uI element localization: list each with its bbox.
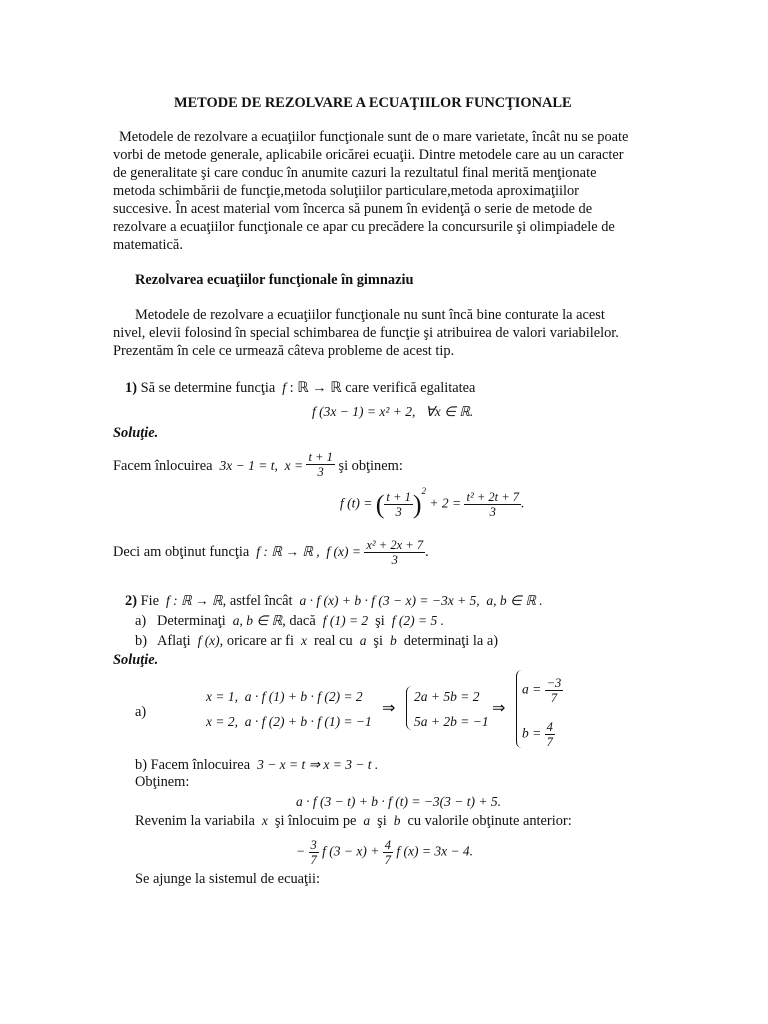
problem-2-statement [125, 592, 543, 610]
text: b) [135, 633, 147, 649]
math: a [360, 813, 374, 828]
problem-1-text2: care verifică egalitatea [345, 380, 476, 396]
page-title: METODE DE REZOLVARE A ECUAŢIILOR FUNCŢIONALE [174, 95, 572, 111]
math: 3 − x = t ⇒ x = 3 − t . [253, 757, 379, 772]
math: x [258, 813, 272, 828]
section-line: Metodele de rezolvare a ecuaţiilor funcţionale nu sunt încă bine conturate la acest [135, 307, 605, 323]
text: Determinaţi [156, 613, 226, 629]
section-line: Prezentăm în cele ce urmează câteva probleme de acest tip. [113, 343, 455, 359]
math: : ℝ → ℝ [286, 380, 346, 396]
fraction: $\frac{t + 1}{3}$ [308, 450, 333, 479]
text: cu valorile obţinute anterior: [407, 813, 572, 829]
intro-line: succesive. În acest material vom încerca să punem în evidenţă o serie de metode de [113, 201, 593, 217]
equation-1: f (3x − 1) = x² + 2, ∀x ∈ ℝ. [312, 404, 474, 419]
revenim-line [135, 812, 572, 830]
sistem-line: Se ajunge la sistemul de ecuaţii: [135, 871, 321, 887]
system-left-2: x = 2, a · f (2) + b · f (1) = −1 [206, 714, 372, 729]
substitution-line [113, 452, 403, 481]
text: , astfel încât [222, 593, 293, 609]
system-left-1: x = 1, a · f (1) + b · f (2) = 2 [206, 689, 363, 704]
brace [406, 686, 413, 730]
intro-line: de generalitate şi care conduc în anumite cazuri la rezultatul final merită menţionate [113, 165, 597, 181]
math: a [356, 633, 370, 648]
intro-line: matematică. [113, 237, 183, 253]
problem-2-number: 2) [125, 593, 137, 609]
math: f : ℝ → ℝ [162, 593, 223, 608]
text: determinaţi la a) [403, 633, 499, 649]
text: Fie [140, 593, 159, 609]
text: , oricare ar fi [219, 633, 294, 649]
text: Revenim la variabila [135, 813, 255, 829]
sol-b-line [135, 756, 378, 774]
solution-label-2: Soluţie. [113, 652, 159, 668]
solution-label: Soluţie. [113, 425, 159, 441]
math: f (1) = 2 [319, 613, 372, 628]
section-heading: Rezolvarea ecuaţiilor funcţionale în gimnaziu [135, 272, 414, 288]
text: real cu [313, 633, 353, 649]
problem-1-statement [125, 379, 475, 397]
obtinem: Obţinem: [135, 774, 190, 790]
intro-line: rezolvare a ecuaţiilor funcţionale ce apar cu precădere la concursurile şi olimpiadele de [113, 219, 615, 235]
intro-line: vorbi de metode generale, aplicabile oricărei ecuaţii. Dintre metodele care au un caracter [113, 147, 624, 163]
problem-2a [135, 612, 444, 630]
math: x [297, 633, 311, 648]
equation-b1: a · f (3 − t) + b · f (t) = −3(3 − t) + 5. [296, 794, 502, 809]
system-mid-2: 5a + 2b = −1 [414, 714, 489, 729]
text: Aflaţi [157, 633, 191, 649]
math: f : ℝ → ℝ , f (x) = [252, 543, 365, 559]
result-line: Deci am obţinut funcţia f : ℝ → ℝ , f (x) = $\frac{\text{x² + 2x + 7}}{3}$ . [113, 538, 429, 567]
text: Deci am obţinut funcţia [113, 543, 250, 560]
implies-arrow: ⇒ [492, 700, 506, 717]
equation-b2: − $\frac{3}{7}$ f (3 − x) + $\frac{4}{7}$ f (x) = 3x − 4. [296, 838, 474, 867]
sol-a-label: a) [135, 704, 147, 720]
math: a, b ∈ ℝ [229, 613, 283, 628]
fraction: $\frac{\text{x² + 2x + 7}}{3}$ [366, 538, 424, 567]
math: 3x − 1 = t, x = [216, 457, 307, 473]
system-mid-1: 2a + 5b = 2 [414, 689, 480, 704]
b-value: b = $\frac{4}{7}$ [522, 720, 553, 749]
math: f (2) = 5 . [388, 613, 444, 628]
problem-1-text: Să se determine funcţia [140, 380, 276, 396]
text: şi [377, 813, 387, 829]
text: , dacă [282, 613, 316, 629]
text: a) [135, 613, 147, 629]
text: şi [375, 613, 385, 629]
text: b) Facem înlocuirea [135, 757, 251, 773]
intro-line: Metodele de rezolvare a ecuaţiilor funcţionale sunt de o mare varietate, încât nu se poate [119, 129, 629, 145]
problem-2b [135, 632, 498, 650]
math: f [278, 380, 287, 395]
equation-ft: f (t) = ( $\frac{t + 1}{3}$ )$^2$ + 2 = $\frac{\text{t² + 2t + 7}}{3}$ . [340, 486, 525, 519]
math: a · f (x) + b · f (3 − x) = −3x + 5, a, b ∈ ℝ . [296, 593, 543, 608]
implies-arrow: ⇒ [382, 700, 396, 717]
a-value: a = $\frac{-3}{7}$ [522, 676, 562, 705]
text: şi înlocuim pe [274, 813, 357, 829]
section-line: nivel, elevii folosind în special schimbarea de funcţie şi atribuirea de valori variabilelor. [113, 325, 619, 341]
intro-line: metoda schimbării de funcţie,metoda soluţiilor particulare,metoda aproximaţiilor [113, 183, 579, 199]
text: şi obţinem: [338, 457, 403, 474]
math: f (x) [194, 633, 220, 648]
text: Facem înlocuirea [113, 457, 213, 474]
math: b [386, 633, 401, 648]
text: şi [373, 633, 384, 649]
math: b [390, 813, 404, 828]
problem-1-number: 1) [125, 380, 137, 396]
